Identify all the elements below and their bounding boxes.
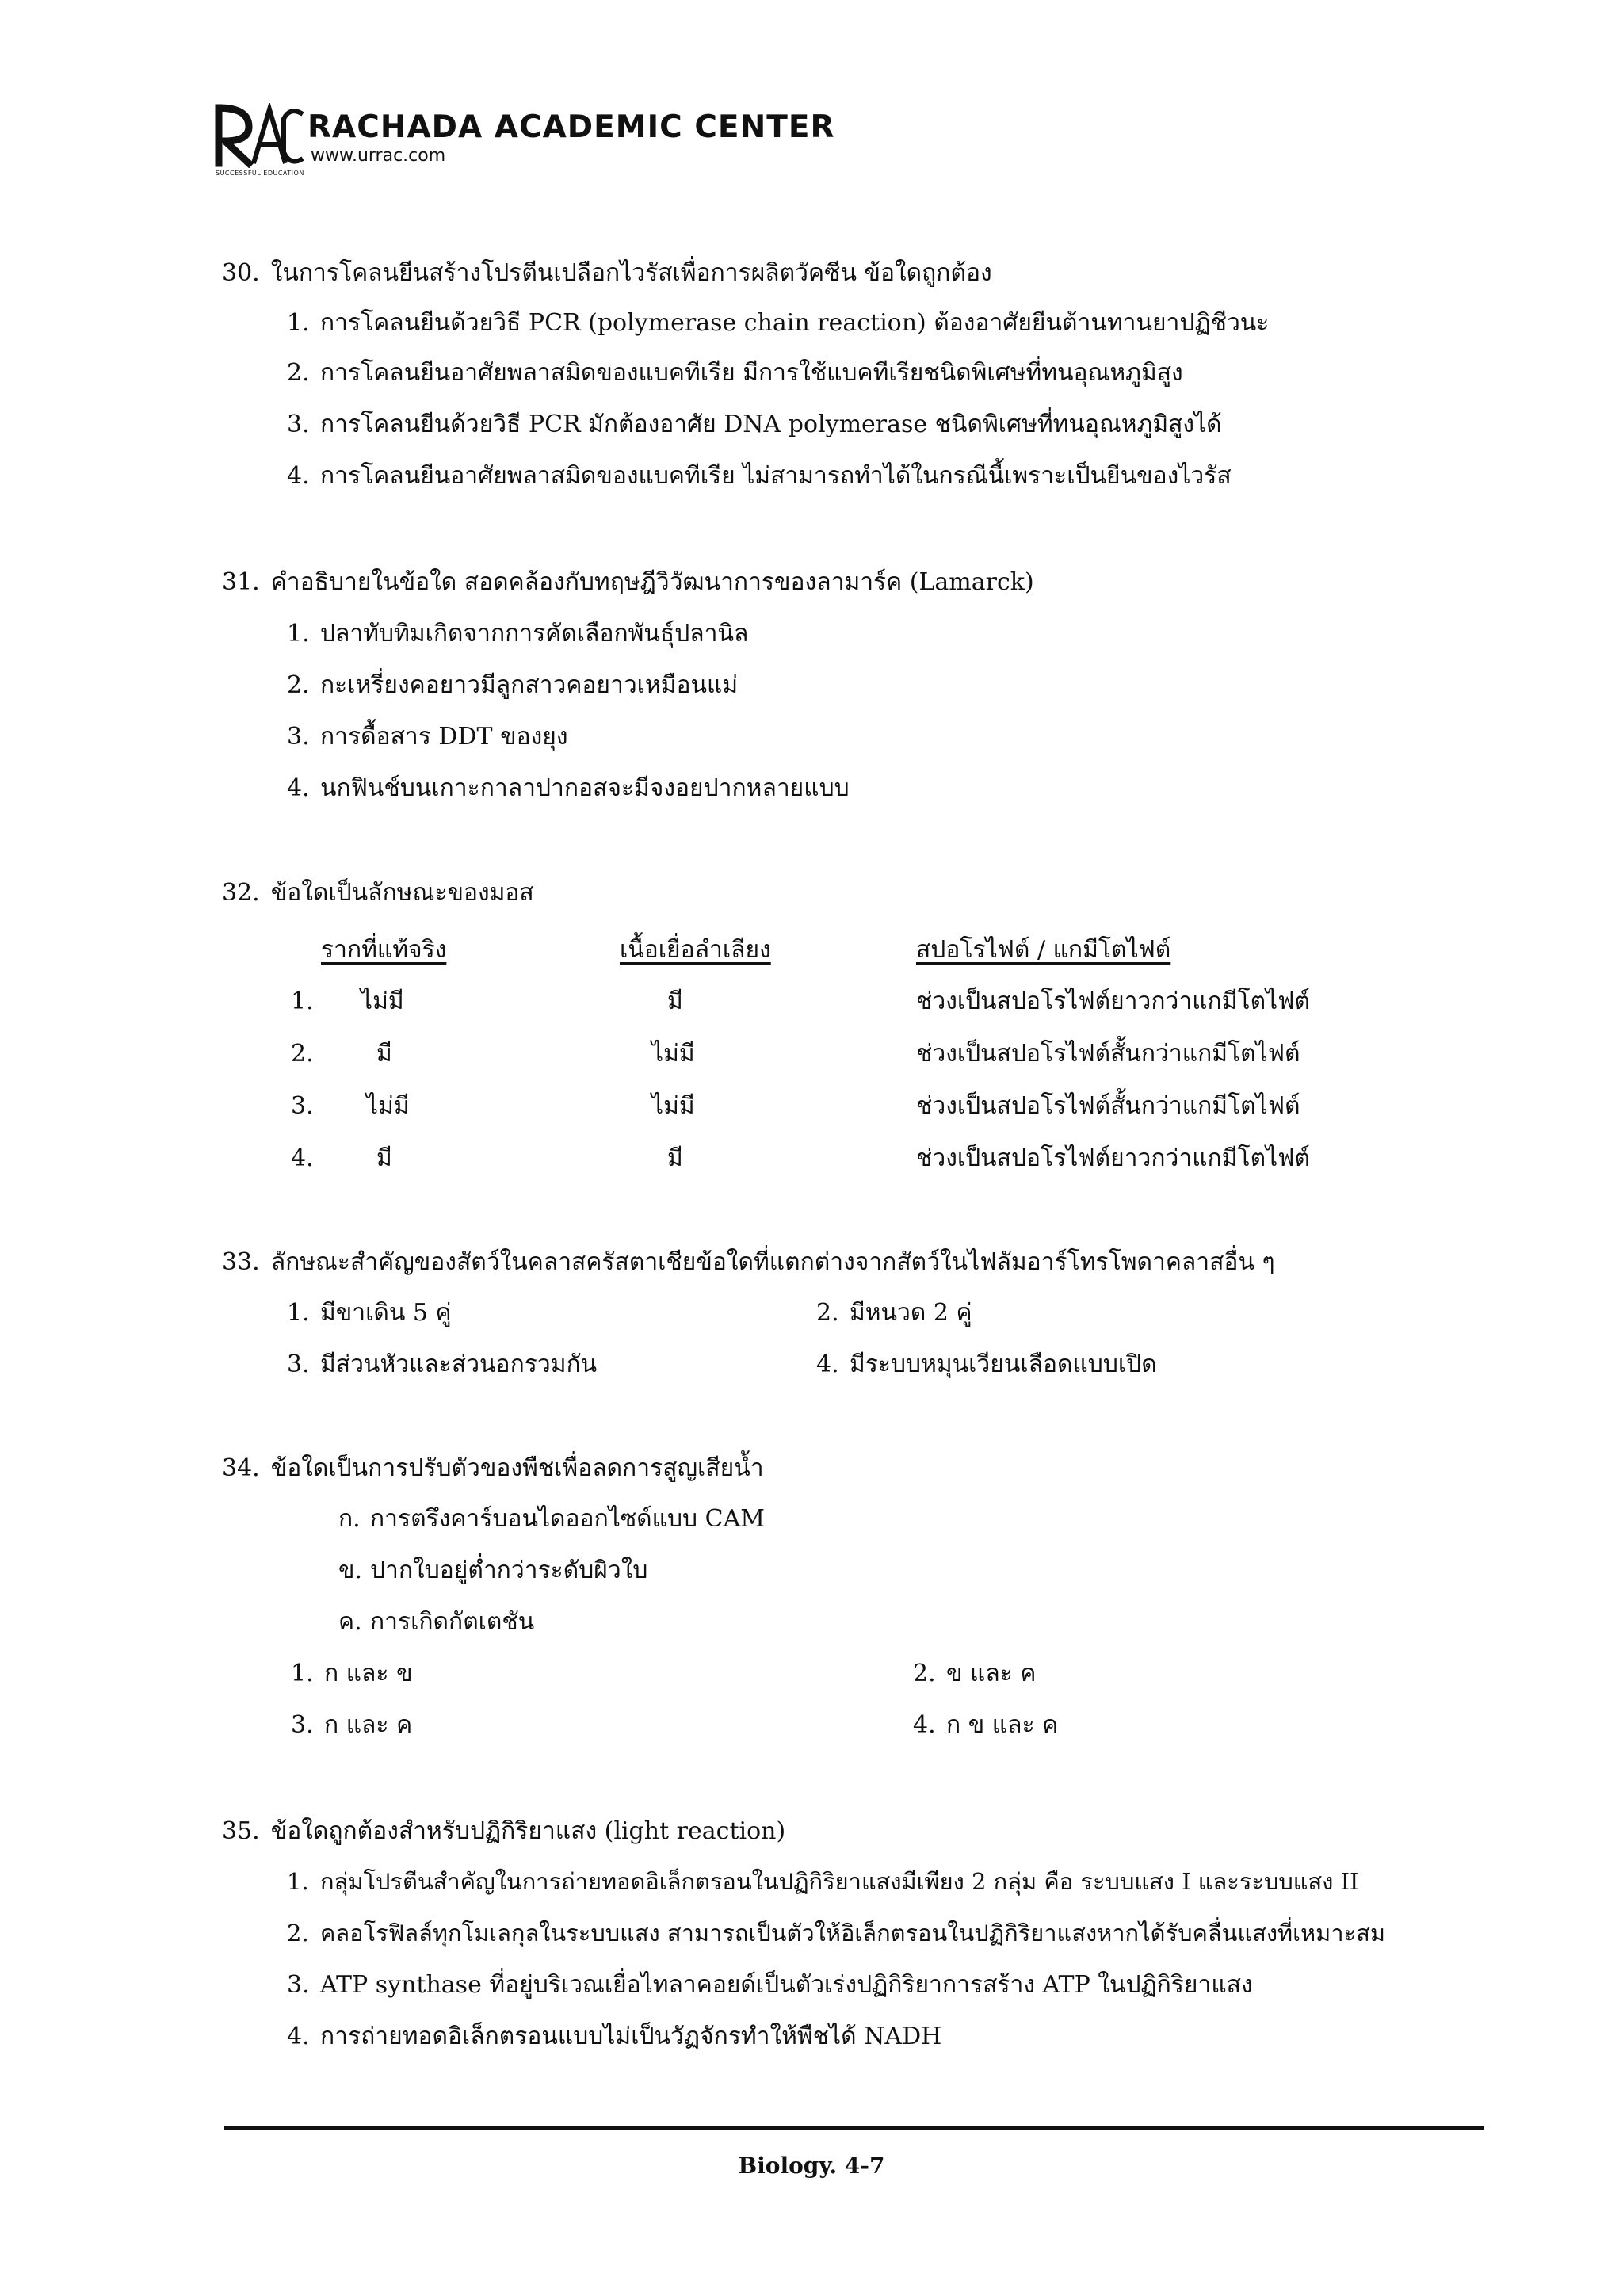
option-number: 2.	[287, 671, 310, 699]
q31-option-3	[287, 725, 567, 749]
option-number: 4.	[287, 774, 310, 802]
table-cell-roots: ไม่มี	[361, 988, 404, 1015]
q34-option-1	[291, 1662, 413, 1686]
q33-option-1	[287, 1301, 452, 1325]
table-cell-life-cycle: ช่วงเป็นสปอโรไฟต์ยาวกว่าแกมีโตไฟต์	[916, 988, 1310, 1015]
q35-option-3	[287, 1973, 1253, 1997]
statement-text: การเกิดกัตเตชัน	[370, 1608, 535, 1636]
question-33-stem	[222, 1248, 1275, 1276]
q35-option-1	[287, 1870, 1358, 1893]
q31-option-4	[287, 774, 850, 802]
q34-option-4	[913, 1713, 1058, 1737]
page-label: Biology. 4-7	[738, 2153, 885, 2179]
q34-option-2	[913, 1662, 1036, 1686]
option-number: 3.	[287, 1350, 310, 1378]
option-number: 3.	[291, 1711, 314, 1739]
option-number: 1.	[287, 309, 310, 337]
question-text: ลักษณะสำคัญของสัตว์ในคลาสครัสตาเชียข้อใดที่แตกต่างจากสัตว์ในไฟลัมอาร์โทรโพดาคลาสอื่น ๆ	[270, 1248, 1275, 1276]
option-text: มีหนวด 2 คู่	[850, 1299, 972, 1327]
option-text: การถ่ายทอดอิเล็กตรอนแบบไม่เป็นวัฏจักรทำให้พืชได้ NADH	[320, 2023, 942, 2050]
q34-option-3	[291, 1713, 412, 1737]
table-cell-roots: มี	[376, 1144, 392, 1172]
question-34-stem	[222, 1454, 764, 1482]
table-row-num: 3.	[291, 1092, 314, 1120]
question-number: 35.	[222, 1817, 260, 1845]
q34-statement-a	[338, 1507, 765, 1531]
option-number: 3.	[287, 1971, 310, 1999]
q35-option-4	[287, 2025, 941, 2049]
q30-option-2	[287, 361, 1183, 385]
option-text: นกฟินช์บนเกาะกาลาปากอสจะมีจงอยปากหลายแบบ	[320, 774, 850, 802]
option-number: 2.	[287, 359, 310, 387]
option-number: 3.	[287, 411, 310, 438]
statement-number: ค.	[338, 1608, 362, 1636]
q30-option-3	[287, 413, 1222, 437]
option-text: ข และ ค	[946, 1660, 1037, 1687]
option-text: ก และ ข	[324, 1660, 413, 1687]
option-text: กลุ่มโปรตีนสำคัญในการถ่ายทอดอิเล็กตรอนในปฏิกิริยาแสงมีเพียง 2 กลุ่ม คือ ระบบแสง I และระบบแสง II	[320, 1868, 1359, 1895]
option-number: 3.	[287, 723, 310, 751]
option-text: การโคลนยีนด้วยวิธี PCR (polymerase chain reaction) ต้องอาศัยยีนต้านทานยาปฏิชีวนะ	[320, 309, 1270, 337]
option-number: 1.	[287, 1299, 310, 1327]
brand-name: RACHADA ACADEMIC CENTER	[307, 109, 835, 145]
table-header-life-cycle: สปอโรไฟต์ / แกมีโตไฟต์	[916, 936, 1171, 964]
table-row-num: 4.	[291, 1144, 314, 1172]
brand-url: www.urrac.com	[311, 146, 446, 166]
statement-number: ข.	[338, 1557, 363, 1584]
q30-option-1	[287, 311, 1269, 335]
q33-option-2	[816, 1301, 972, 1325]
option-number: 2.	[913, 1660, 936, 1687]
question-31-stem	[222, 568, 1034, 596]
table-row-num: 2.	[291, 1040, 314, 1068]
option-text: การโคลนยีนอาศัยพลาสมิดของแบคทีเรีย มีการใช้แบคทีเรียชนิดพิเศษที่ทนอุณหภูมิสูง	[320, 359, 1183, 387]
question-number: 33.	[222, 1248, 260, 1276]
question-text: ข้อใดเป็นลักษณะของมอส	[270, 879, 534, 907]
rac-logo-icon	[214, 103, 305, 168]
table-cell-roots: ไม่มี	[366, 1092, 410, 1120]
table-cell-life-cycle: ช่วงเป็นสปอโรไฟต์สั้นกว่าแกมีโตไฟต์	[916, 1092, 1300, 1120]
option-number: 4.	[816, 1350, 839, 1378]
option-text: กะเหรี่ยงคอยาวมีลูกสาวคอยาวเหมือนแม่	[320, 671, 739, 699]
question-text: ในการโคลนยีนสร้างโปรตีนเปลือกไวรัสเพื่อการผลิตวัคซีน ข้อใดถูกต้อง	[270, 259, 992, 287]
question-number: 32.	[222, 879, 260, 907]
option-number: 4.	[287, 2023, 310, 2050]
option-text: คลอโรฟิลล์ทุกโมเลกุลในระบบแสง สามารถเป็นตัวให้อิเล็กตรอนในปฏิกิริยาแสงหากได้รับคลื่นแสงที่เหมาะสม	[320, 1920, 1385, 1946]
option-text: ปลาทับทิมเกิดจากการคัดเลือกพันธุ์ปลานิล	[320, 620, 749, 648]
question-number: 34.	[222, 1454, 260, 1482]
table-cell-vascular: มี	[667, 988, 683, 1015]
statement-text: ปากใบอยู่ต่ำกว่าระดับผิวใบ	[370, 1557, 648, 1584]
q33-option-4	[816, 1350, 1157, 1378]
option-text: การโคลนยีนด้วยวิธี PCR มักต้องอาศัย DNA polymerase ชนิดพิเศษที่ทนอุณหภูมิสูงได้	[320, 411, 1222, 438]
footer-divider	[224, 2126, 1484, 2130]
q33-option-3	[287, 1350, 598, 1378]
option-text: มีขาเดิน 5 คู่	[320, 1299, 452, 1327]
question-number: 30.	[222, 259, 260, 287]
option-text: การโคลนยีนอาศัยพลาสมิดของแบคทีเรีย ไม่สามารถทำได้ในกรณีนี้เพราะเป็นยีนของไวรัส	[320, 462, 1232, 490]
question-number: 31.	[222, 568, 260, 596]
question-35-stem	[222, 1817, 786, 1845]
table-header-true-roots: รากที่แท้จริง	[321, 936, 447, 964]
option-text: มีส่วนหัวและส่วนอกรวมกัน	[320, 1350, 598, 1378]
question-text: ข้อใดถูกต้องสำหรับปฏิกิริยาแสง (light reaction)	[270, 1817, 786, 1845]
option-number: 1.	[291, 1660, 314, 1687]
question-text: ข้อใดเป็นการปรับตัวของพืชเพื่อลดการสูญเสียน้ำ	[270, 1454, 764, 1482]
statement-text: การตรึงคาร์บอนไดออกไซด์แบบ CAM	[370, 1505, 765, 1533]
q35-option-2	[287, 1922, 1385, 1945]
table-cell-vascular: มี	[667, 1144, 683, 1172]
option-text: มีระบบหมุนเวียนเลือดแบบเปิด	[850, 1350, 1157, 1378]
option-text: การดื้อสาร DDT ของยุง	[320, 723, 568, 751]
brand-tagline: SUCCESSFUL EDUCATION	[216, 170, 304, 177]
option-text: ATP synthase ที่อยู่บริเวณเยื่อไทลาคอยด์เป็นตัวเร่งปฏิกิริยาการสร้าง ATP ในปฏิกิริยาแสง	[320, 1971, 1253, 1999]
option-number: 1.	[287, 1868, 309, 1895]
option-number: 4.	[287, 462, 310, 490]
table-cell-life-cycle: ช่วงเป็นสปอโรไฟต์สั้นกว่าแกมีโตไฟต์	[916, 1040, 1300, 1068]
question-30-stem	[222, 259, 992, 287]
statement-number: ก.	[338, 1505, 361, 1533]
q31-option-1	[287, 622, 748, 646]
option-number: 2.	[287, 1920, 309, 1946]
q34-statement-b	[338, 1559, 647, 1583]
table-cell-life-cycle: ช่วงเป็นสปอโรไฟต์ยาวกว่าแกมีโตไฟต์	[916, 1144, 1310, 1172]
option-text: ก ข และ ค	[946, 1711, 1059, 1739]
table-cell-vascular: ไม่มี	[651, 1092, 695, 1120]
table-row-num: 1.	[291, 988, 314, 1015]
table-header-vascular-tissue: เนื้อเยื่อลำเลียง	[620, 936, 771, 964]
question-text: คำอธิบายในข้อใด สอดคล้องกับทฤษฎีวิวัฒนาการของลามาร์ค (Lamarck)	[270, 568, 1034, 596]
option-number: 2.	[816, 1299, 839, 1327]
table-cell-roots: มี	[376, 1040, 392, 1068]
option-number: 1.	[287, 620, 310, 648]
q31-option-2	[287, 671, 739, 699]
q34-statement-c	[338, 1610, 534, 1634]
table-cell-vascular: ไม่มี	[651, 1040, 695, 1068]
question-32-stem	[222, 881, 534, 905]
q30-option-4	[287, 464, 1232, 488]
option-number: 4.	[913, 1711, 936, 1739]
option-text: ก และ ค	[324, 1711, 413, 1739]
